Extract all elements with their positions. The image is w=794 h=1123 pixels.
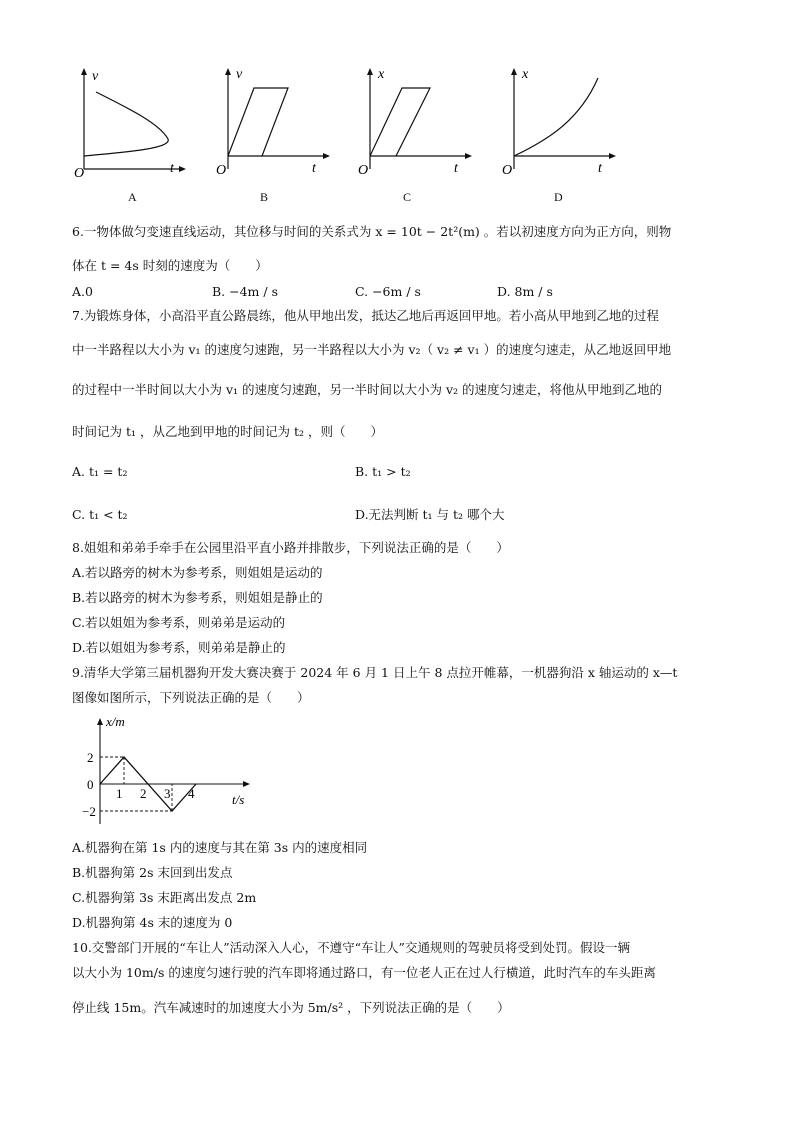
q7-stem-line-2: 中一半路程以大小为 v₁ 的速度匀速跑，另一半路程以大小为 v₂（ v₂ ≠ v₁ ）的速度匀速走，从乙地返回甲地 (72, 342, 672, 357)
q7-option-c: C. t₁ < t₂ (72, 507, 128, 522)
svg-text:O: O (358, 163, 369, 178)
q9-option-c: C.机器狗第 3s 末距离出发点 2m (72, 890, 257, 905)
q7-stem-line-4: 时间记为 t₁ ，从乙地到甲地的时间记为 t₂ ，则（ ） (72, 424, 383, 439)
q9-option-d: D.机器狗第 4s 末的速度为 0 (72, 915, 233, 930)
xt-ylabel: x/m (106, 714, 125, 729)
xt-y-axis-arrow (97, 718, 103, 725)
xt-ytick-0: 0 (87, 777, 94, 792)
q7-stem-line-1: 7.为锻炼身体，小高沿平直公路晨练，他从甲地出发，抵达乙地后再返回甲地。若小高从甲地到乙地的过程 (72, 308, 659, 323)
graph-label-c: C (403, 190, 412, 204)
q7-stem-line-3: 的过程中一半时间以大小为 v₁ 的速度匀速跑，另一半时间以大小为 v₂ 的速度匀速走，将他从甲地到乙地的 (72, 382, 663, 397)
graph-d-curve (514, 78, 598, 156)
graph-label-a: A (128, 190, 137, 204)
xt-xlabel: t/s (232, 792, 245, 807)
graph-a-curve (84, 92, 168, 156)
q7-option-a: A. t₁ = t₂ (72, 464, 128, 479)
xt-xtick-2: 2 (140, 786, 147, 801)
svg-text:x: x (522, 67, 529, 82)
xt-ytick-2: 2 (87, 750, 94, 765)
q6-option-c: C. −6m / s (355, 284, 421, 299)
q8-option-c: C.若以姐姐为参考系，则弟弟是运动的 (72, 615, 286, 630)
svg-text:x: x (378, 67, 385, 82)
q7-option-b: B. t₁ > t₂ (355, 464, 411, 479)
graph-label-d: D (554, 190, 563, 204)
graph-a (70, 64, 190, 184)
svg-text:v: v (236, 67, 243, 82)
svg-text:t: t (598, 161, 602, 176)
q9-stem-line-1: 9.清华大学第三届机器狗开发大赛决赛于 2024 年 6 月 1 日上午 8 点拉开帷幕，一机器狗沿 x 轴运动的 x—t (72, 665, 678, 680)
graph-c (356, 64, 476, 184)
graph-a-v-label: v (92, 69, 99, 84)
graph-label-b: B (260, 190, 269, 204)
svg-text:O: O (502, 163, 513, 178)
graph-c-curve (370, 88, 430, 156)
q6-option-d: D. 8m / s (497, 284, 553, 299)
q9-stem-line-2: 图像如图所示，下列说法正确的是（ ） (72, 690, 310, 705)
graph-b (214, 64, 334, 184)
q9-xt-graph (82, 712, 272, 832)
q6-stem-line-1: 6.一物体做匀变速直线运动，其位移与时间的关系式为 x = 10t − 2t²(m) 。若以初速度方向为正方向，则物 (72, 224, 672, 239)
q6-option-b: B. −4m / s (212, 284, 278, 299)
q10-stem-line-1: 10.交警部门开展的“车让人”活动深入人心，不遵守“车让人”交通规则的驾驶员将受到处罚。假设一辆 (72, 940, 630, 955)
svg-text:t: t (312, 161, 316, 176)
q8-option-d: D.若以姐姐为参考系，则弟弟是静止的 (72, 640, 286, 655)
q9-option-b: B.机器狗第 2s 末回到出发点 (72, 865, 233, 880)
svg-text:t: t (454, 161, 458, 176)
svg-text:O: O (216, 163, 227, 178)
q10-stem-line-2: 以大小为 10m/s 的速度匀速行驶的汽车即将通过路口，有一位老人正在过人行横道，此时汽车的车头距离 (72, 965, 656, 980)
graph-a-t-label: t (170, 161, 174, 176)
xt-xtick-4: 4 (188, 786, 195, 801)
q8-option-a: A.若以路旁的树木为参考系，则姐姐是运动的 (72, 565, 323, 580)
graph-a-origin: O (74, 166, 85, 181)
q8-option-b: B.若以路旁的树木为参考系，则姐姐是静止的 (72, 590, 323, 605)
q8-stem: 8.姐姐和弟弟手牵手在公园里沿平直小路并排散步，下列说法正确的是（ ） (72, 540, 509, 555)
q10-stem-line-3: 停止线 15m。汽车减速时的加速度大小为 5m/s² ，下列说法正确的是（ ） (72, 1000, 510, 1015)
xt-ytick-m2: −2 (82, 804, 96, 819)
q6-stem-line-2: 体在 t = 4s 时刻的速度为（ ） (72, 258, 268, 273)
graph-d (500, 64, 620, 184)
q6-option-a: A.0 (72, 284, 93, 299)
graph-row (70, 64, 630, 214)
xt-xtick-1: 1 (116, 786, 123, 801)
xt-xtick-3: 3 (164, 786, 171, 801)
q9-option-a: A.机器狗在第 1s 内的速度与其在第 3s 内的速度相同 (72, 840, 368, 855)
q7-option-d: D.无法判断 t₁ 与 t₂ 哪个大 (355, 507, 505, 522)
graph-b-curve (228, 88, 288, 156)
xt-t-axis-arrow (243, 781, 250, 787)
